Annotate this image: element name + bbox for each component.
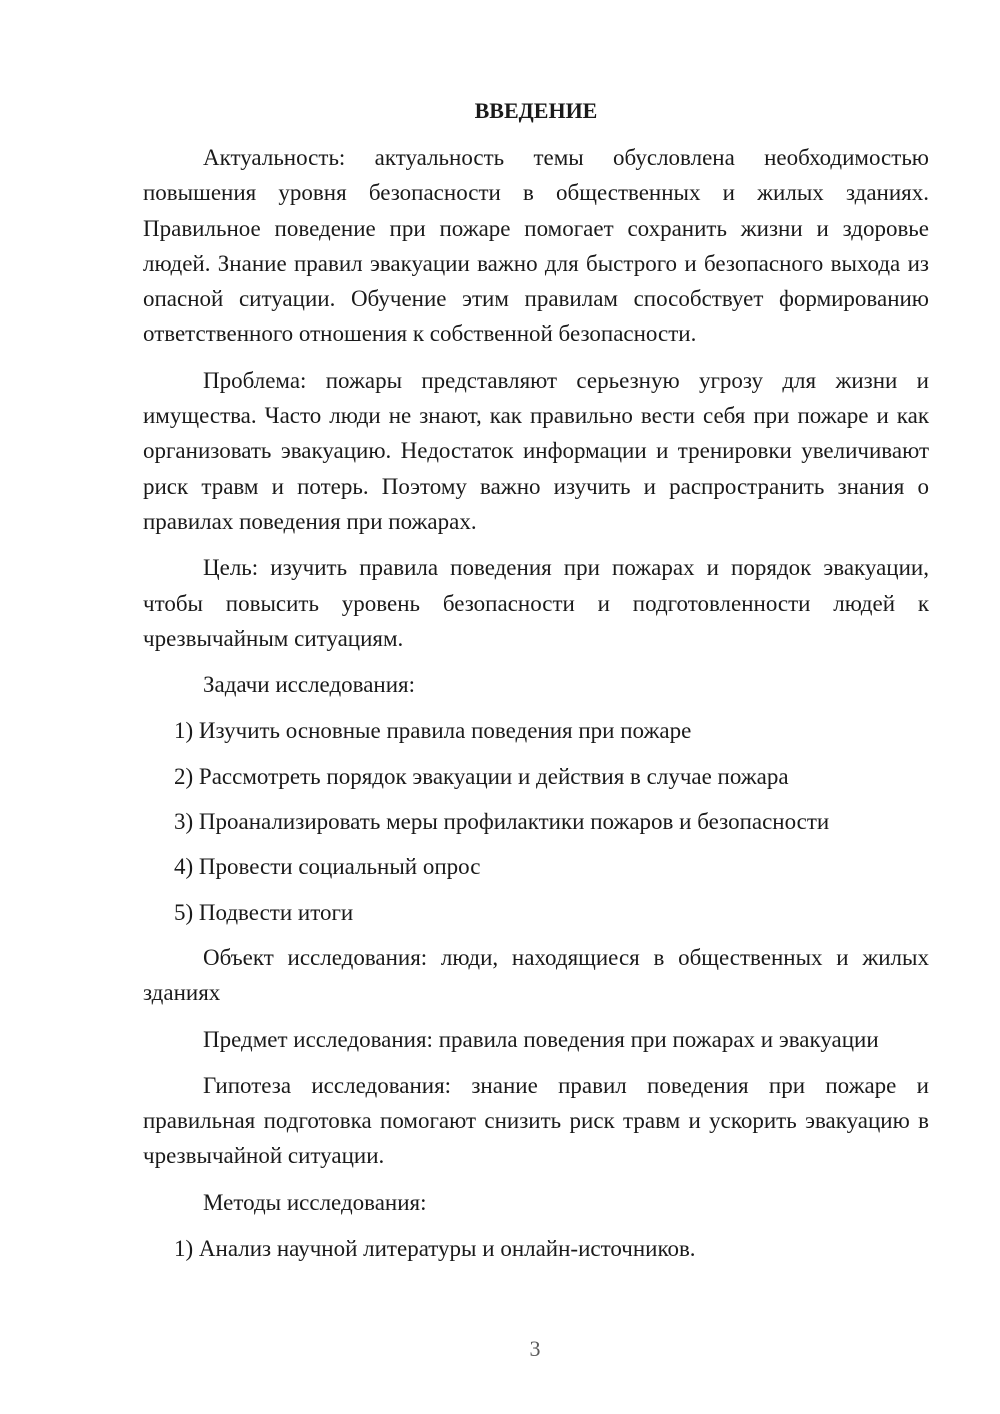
- page-number: 3: [529, 1336, 541, 1361]
- task-item: 1) Изучить основные правила поведения при пожаре: [174, 718, 692, 744]
- goal-paragraph: Цель: изучить правила поведения при пожарах и порядок эвакуации, чтобы повысить уровень безопасности и подготовленности людей к чрезвычайным ситуациям.: [143, 555, 929, 651]
- section-heading: ВВЕДЕНИЕ: [474, 98, 598, 123]
- methods-label: Методы исследования:: [203, 1189, 427, 1215]
- hypothesis-paragraph: Гипотеза исследования: знание правил поведения при пожаре и правильная подготовка помогают снизить риск травм и ускорить эвакуацию в чрезвычайной ситуации.: [143, 1072, 929, 1169]
- task-item: 2) Рассмотреть порядок эвакуации и действия в случае пожара: [174, 763, 789, 789]
- document-body: [143, 140, 929, 1276]
- tasks-label: Задачи исследования:: [203, 672, 416, 698]
- method-item: 1) Анализ научной литературы и онлайн-источников.: [174, 1236, 696, 1262]
- task-item: 5) Подвести итоги: [174, 899, 354, 925]
- subject-paragraph: Предмет исследования: правила поведения при пожарах и эвакуации: [203, 1026, 879, 1052]
- object-paragraph: Объект исследования: люди, находящиеся в общественных и жилых зданиях: [143, 944, 929, 1006]
- section-heading-container: [143, 96, 929, 126]
- task-item: 4) Провести социальный опрос: [174, 854, 481, 880]
- problem-paragraph: Проблема: пожары представляют серьезную угрозу для жизни и имущества. Часто люди не знают, как правильно вести себя при пожаре и как организовать эвакуацию. Недостаток информации и тренировки увеличивают риск травм и потерь. Поэтому важно изучить и распространить знания о правилах поведения при пожарах.: [143, 367, 929, 534]
- task-item: 3) Проанализировать меры профилактики пожаров и безопасности: [174, 809, 830, 835]
- relevance-paragraph: Актуальность: актуальность темы обусловлена необходимостью повышения уровня безопасности в общественных и жилых зданиях. Правильное поведение при пожаре помогает сохранить жизни и здоровье людей. Знание правил эвакуации важно для быстрого и безопасного выхода из опасной ситуации. Обучение этим правилам способствует формированию ответственного отношения к собственной безопасности.: [143, 145, 929, 347]
